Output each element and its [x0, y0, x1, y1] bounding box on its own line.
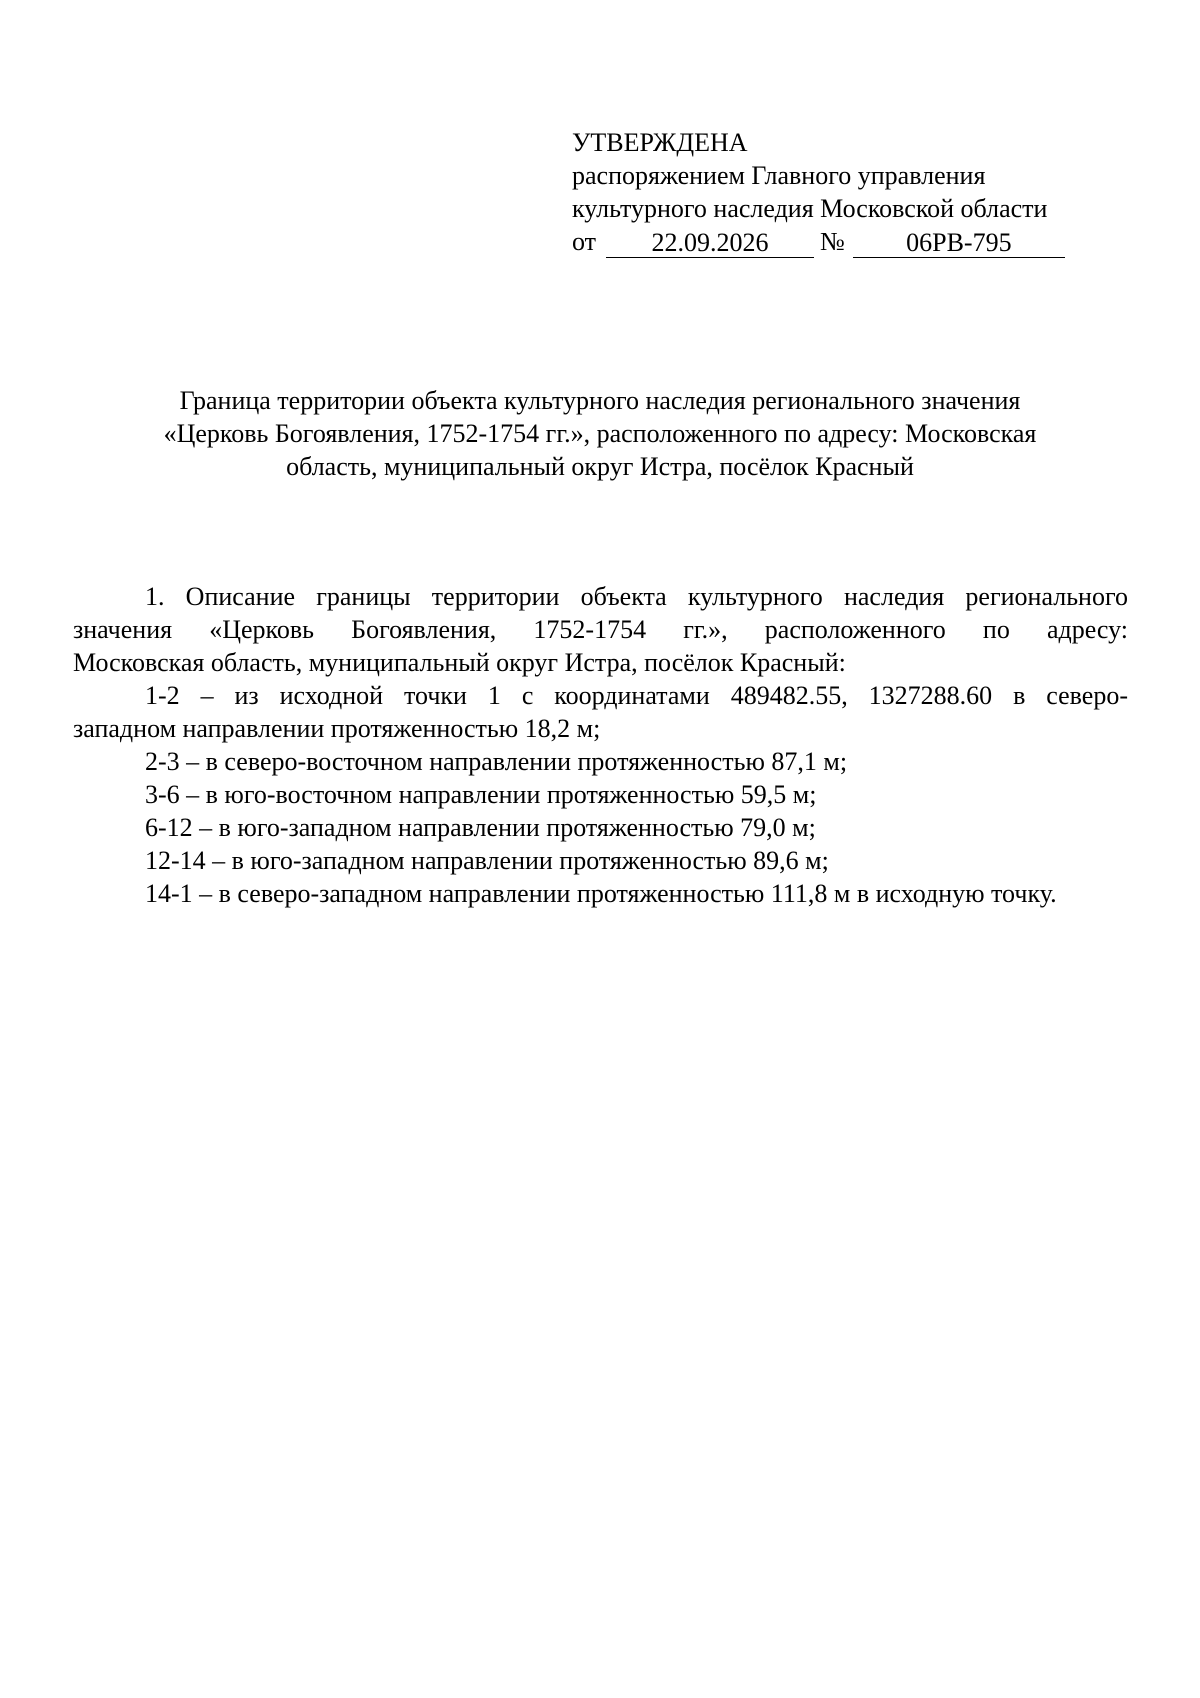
segment-1-line-1: 1-2 – из исходной точки 1 с координатами 489482.55, 1327288.60 в северо-: [145, 681, 1128, 710]
approval-date-row: [572, 225, 1112, 258]
segment-1-line-2: западном направлении протяженностью 18,2 м;: [73, 714, 601, 743]
title-line-1: Граница территории объекта культурного наследия регионального значения: [179, 386, 1021, 415]
segment-3: 3-6 – в юго-восточном направлении протяженностью 59,5 м;: [145, 780, 817, 809]
segment-6: 14-1 – в северо-западном направлении протяженностью 111,8 м в исходную точку.: [145, 879, 1057, 908]
paragraph-1-line-1: 1. Описание границы территории объекта культурного наследия регионального: [145, 582, 1128, 611]
segment-4: 6-12 – в юго-западном направлении протяженностью 79,0 м;: [145, 813, 816, 842]
paragraph-1-line-2: значения «Церковь Богоявления, 1752-1754 гг.», расположенного по адресу:: [73, 615, 1128, 644]
approval-block: [572, 126, 1112, 258]
title-line-2: «Церковь Богоявления, 1752-1754 гг.», расположенного по адресу: Московская: [163, 419, 1037, 448]
approval-line-2: культурного наследия Московской области: [572, 194, 1048, 223]
approval-number: 06РВ-795: [853, 229, 1065, 258]
approval-line-1: распоряжением Главного управления: [572, 161, 986, 190]
title-line-3: область, муниципальный округ Истра, посёлок Красный: [286, 452, 914, 481]
paragraph-1-line-3: Московская область, муниципальный округ Истра, посёлок Красный:: [73, 648, 846, 677]
approval-date: 22.09.2026: [606, 229, 814, 258]
document-body: [73, 580, 1128, 910]
from-label: от: [572, 227, 597, 256]
number-sign: №: [820, 227, 845, 256]
segment-5: 12-14 – в юго-западном направлении протяженностью 89,6 м;: [145, 846, 829, 875]
approval-heading: УТВЕРЖДЕНА: [572, 128, 748, 157]
document-title: [100, 384, 1100, 483]
segment-2: 2-3 – в северо-восточном направлении протяженностью 87,1 м;: [145, 747, 848, 776]
